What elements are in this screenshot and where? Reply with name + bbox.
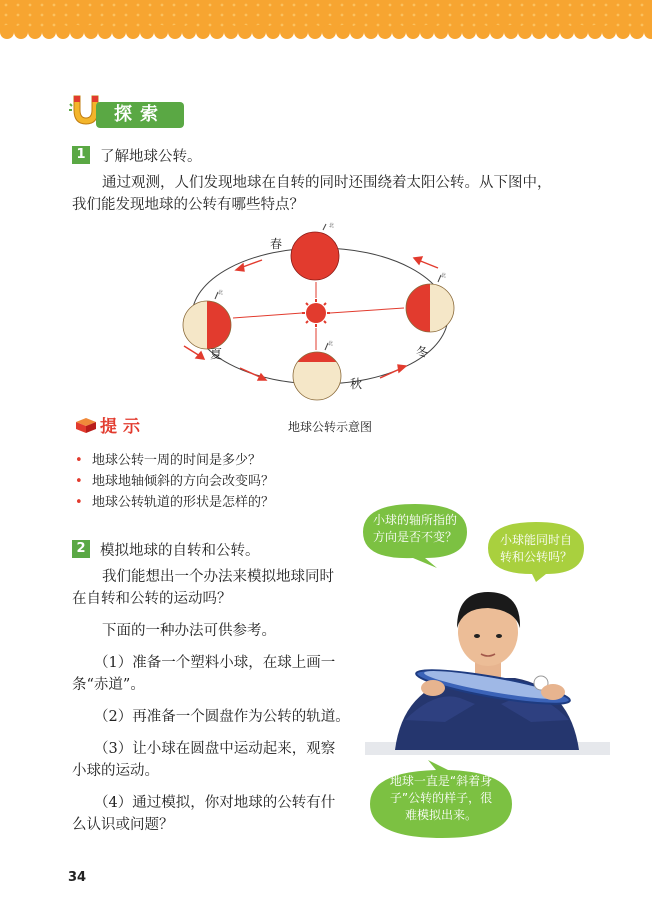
- paragraph-line: 在自转和公转的运动吗？: [72, 591, 232, 607]
- scallop-shape: [518, 25, 532, 39]
- north-pole-label: 北: [328, 341, 334, 347]
- scallop-shape: [252, 25, 266, 39]
- paragraph-line: 下面的一种办法可供参考。: [102, 623, 276, 639]
- earth-winter-icon: [399, 275, 461, 339]
- scallop-shape: [434, 25, 448, 39]
- earth-spring-icon: [284, 224, 346, 287]
- diagram-caption: 地球公转示意图: [287, 420, 372, 434]
- season-label-winter: 冬: [416, 345, 429, 359]
- scallop-shape: [560, 25, 574, 39]
- scallop-shape: [364, 25, 378, 39]
- scallop-shape: [490, 25, 504, 39]
- scallop-shape: [42, 25, 56, 39]
- tip-item: [72, 450, 274, 471]
- activity-heading: 模拟地球的自转和公转。: [100, 543, 260, 559]
- activity-number-badge: 2: [72, 540, 90, 558]
- activity-paragraph: [72, 172, 592, 216]
- bubble-line: 难模拟出来。: [404, 808, 477, 822]
- scallop-shape: [616, 25, 630, 39]
- bubble-line: 子”公转的样子，很: [389, 791, 493, 805]
- scallop-shape: [126, 25, 140, 39]
- scallop-shape: [476, 25, 490, 39]
- scallop-shape: [140, 25, 154, 39]
- scallop-shape: [308, 25, 322, 39]
- scallop-shape: [98, 25, 112, 39]
- scallop-shape: [322, 25, 336, 39]
- north-pole-label: 北: [441, 273, 447, 279]
- bullet-icon: •: [75, 453, 83, 468]
- bubble-line: 方向是否不变？: [372, 530, 457, 544]
- scallop-shape: [336, 25, 350, 39]
- sun-icon: [302, 299, 330, 327]
- scallop-shape: [294, 25, 308, 39]
- scallop-shape: [196, 25, 210, 39]
- scallop-shape: [630, 25, 644, 39]
- earth-revolution-diagram: [170, 223, 470, 403]
- section-title-tag: 探索: [96, 102, 184, 128]
- scallop-shape: [588, 25, 602, 39]
- bullet-icon: •: [75, 495, 83, 510]
- tip-label: 提示: [100, 417, 146, 437]
- bubble-line: 地球一直是“斜着身: [389, 774, 493, 788]
- scallop-shape: [406, 25, 420, 39]
- scallop-shape: [182, 25, 196, 39]
- paragraph-line: 我们能想出一个办法来模拟地球同时: [102, 569, 334, 585]
- season-label-spring: 春: [270, 237, 283, 251]
- scallop-shape: [0, 25, 14, 39]
- scallop-shape: [462, 25, 476, 39]
- bullet-icon: •: [75, 474, 83, 489]
- scallop-shape: [266, 25, 280, 39]
- bubble-line: 转和公转吗？: [499, 550, 572, 564]
- top-decorative-band: [0, 0, 652, 42]
- scallop-shape: [392, 25, 406, 39]
- step-line: 小球的运动。: [72, 763, 159, 779]
- tip-box-icon: [74, 416, 98, 434]
- tip-list: [72, 450, 274, 513]
- north-pole-label: 北: [218, 290, 224, 296]
- season-label-summer: 夏: [210, 347, 223, 361]
- scallop-shape: [504, 25, 518, 39]
- scallop-shape: [574, 25, 588, 39]
- season-label-autumn: 秋: [350, 377, 363, 391]
- step-line: 么认识或问题？: [72, 817, 174, 833]
- bubble-line: 小球的轴所指的: [372, 513, 457, 527]
- paragraph-line: 通过观测，人们发现地球在自转的同时还围绕着太阳公转。从下图中，: [102, 175, 552, 191]
- scallop-shape: [602, 25, 616, 39]
- scallop-shape: [238, 25, 252, 39]
- scallop-shape: [56, 25, 70, 39]
- activity-heading: 了解地球公转。: [100, 149, 202, 165]
- speech-bubble-tilt-text: [372, 773, 510, 824]
- scallop-shape: [210, 25, 224, 39]
- scallop-shape: [28, 25, 42, 39]
- step-line: （4）通过模拟，你对地球的公转有什: [94, 795, 336, 811]
- scallop-shape: [420, 25, 434, 39]
- boy-photo-illustration: [365, 570, 610, 755]
- step-line: （1）准备一个塑料小球，在球上画一: [94, 655, 336, 671]
- scallop-shape: [280, 25, 294, 39]
- activity-number-badge: 1: [72, 146, 90, 164]
- scallop-shape: [14, 25, 28, 39]
- scallop-shape: [168, 25, 182, 39]
- scallop-shape: [84, 25, 98, 39]
- tip-text: 地球公转轨道的形状是怎样的？: [92, 495, 275, 510]
- north-pole-label: 北: [329, 223, 335, 229]
- activity-text: [72, 566, 362, 836]
- paragraph-line: 我们能发现地球的公转有哪些特点？: [72, 197, 304, 213]
- scallop-shape: [448, 25, 462, 39]
- speech-bubble-axis-text: [360, 512, 470, 546]
- scallop-shape: [112, 25, 126, 39]
- earth-autumn-icon: [286, 343, 348, 407]
- tip-item: [72, 471, 274, 492]
- scallop-shape: [350, 25, 364, 39]
- scallop-shape: [532, 25, 546, 39]
- scallop-shape: [154, 25, 168, 39]
- page-number: 34: [68, 870, 87, 885]
- scallop-shape: [546, 25, 560, 39]
- tip-text: 地球地轴倾斜的方向会改变吗？: [92, 474, 275, 489]
- speech-bubble-both-text: [486, 532, 586, 566]
- scallop-shape: [70, 25, 84, 39]
- step-line: 条“赤道”。: [72, 677, 145, 693]
- scallop-shape: [378, 25, 392, 39]
- step-line: （3）让小球在圆盘中运动起来，观察: [94, 741, 336, 757]
- step-line: （2）再准备一个圆盘作为公转的轨道。: [94, 709, 350, 725]
- tip-text: 地球公转一周的时间是多少？: [92, 453, 262, 468]
- bubble-line: 小球能同时自: [499, 533, 572, 547]
- scallop-shape: [224, 25, 238, 39]
- tip-item: [72, 492, 274, 513]
